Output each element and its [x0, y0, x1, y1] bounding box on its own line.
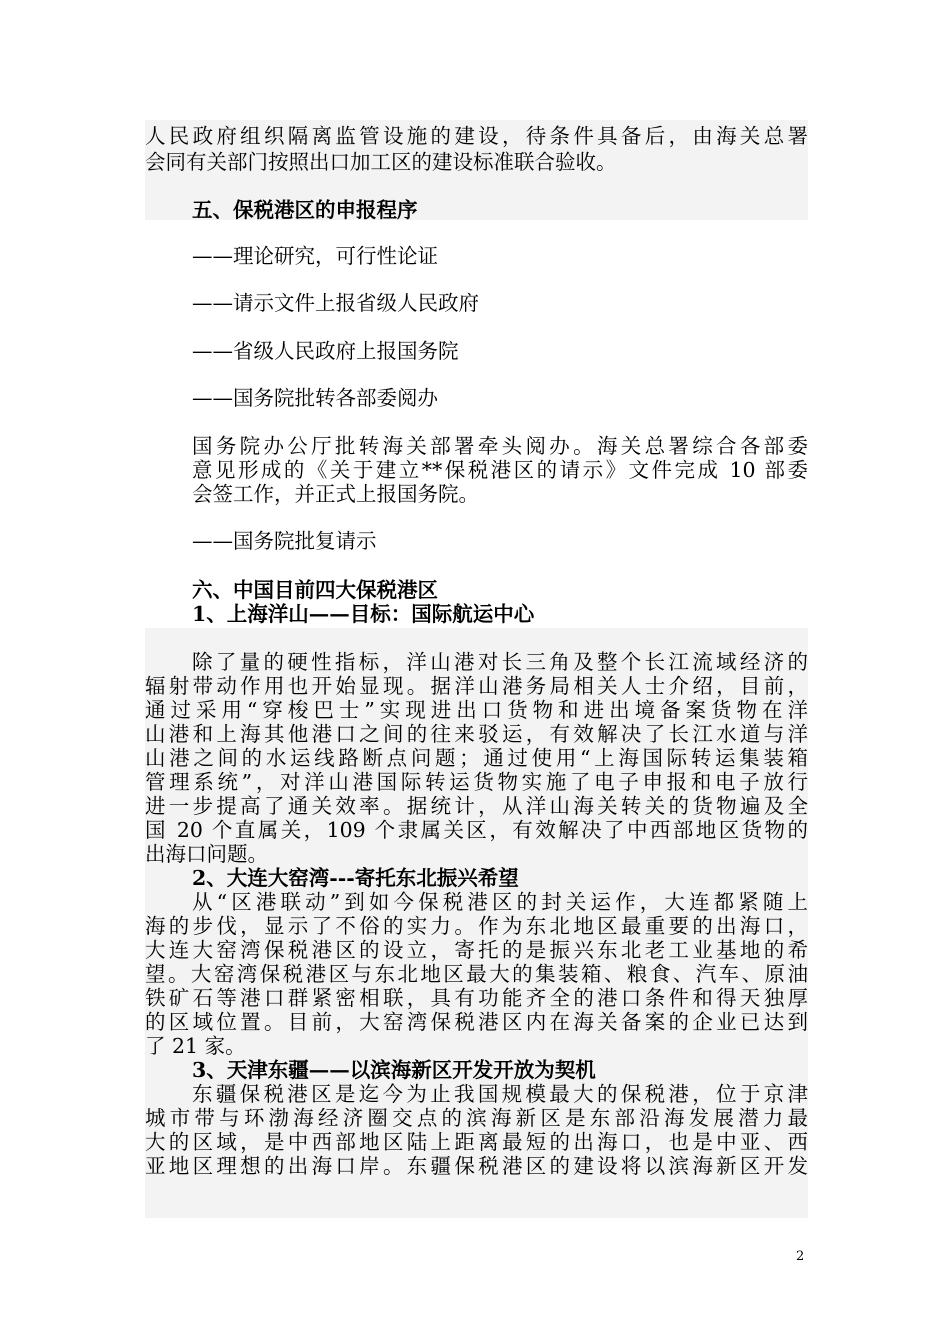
yangshan-line: 通过采用“穿梭巴士”实现进出口货物和进出境备案货物在洋	[145, 698, 808, 722]
yangshan-line: 出海口问题。	[145, 842, 268, 866]
dalian-line: 从“区港联动”到如今保税港区的封关运作，大连都紧随上	[192, 890, 808, 914]
tianjin-line: 城市带与环渤海经济圈交点的滨海新区是东部沿海发展潜力最	[145, 1106, 808, 1130]
section5-final-step: ——国务院批复请示	[192, 529, 377, 553]
section5-step: ——理论研究，可行性论证	[192, 244, 438, 268]
section5-step: ——请示文件上报省级人民政府	[192, 291, 479, 315]
yangshan-line: 辐射带动作用也开始显现。据洋山港务局相关人士介绍，目前，	[145, 674, 808, 698]
dalian-line: 了 21 家。	[145, 1034, 246, 1058]
intro-line: 人民政府组织隔离监管设施的建设，待条件具备后，由海关总署	[145, 124, 808, 148]
yangshan-line: 山港之间的水运线路断点问题；通过使用“上海国际转运集装箱	[145, 746, 808, 770]
dalian-line: 望。大窑湾保税港区与东北地区最大的集装箱、粮食、汽车、原油	[145, 962, 808, 986]
tianjin-line: 东疆保税港区是迄今为止我国规模最大的保税港，位于京津	[192, 1082, 808, 1106]
dalian-line: 的区域位置。目前，大窑湾保税港区内在海关备案的企业已达到	[145, 1010, 808, 1034]
tianjin-line: 大的区域，是中西部地区陆上距离最短的出海口，也是中亚、西	[145, 1130, 808, 1154]
page-number: 2	[796, 1249, 805, 1264]
section5-note-line: 会签工作，并正式上报国务院。	[192, 482, 479, 506]
dalian-title: 2、大连大窑湾---寄托东北振兴希望	[192, 866, 519, 890]
tianjin-title: 3、天津东疆——以滨海新区开发开放为契机	[192, 1058, 596, 1082]
yangshan-line: 管理系统”，对洋山港国际转运货物实施了电子申报和电子放行	[145, 770, 808, 794]
tianjin-line: 亚地区理想的出海口岸。东疆保税港区的建设将以滨海新区开发	[145, 1154, 808, 1178]
yangshan-title: 1、上海洋山——目标：国际航运中心	[192, 602, 535, 626]
dalian-line: 海的步伐，显示了不俗的实力。作为东北地区最重要的出海口，	[145, 914, 808, 938]
dalian-line: 大连大窑湾保税港区的设立，寄托的是振兴东北老工业基地的希	[145, 938, 808, 962]
yangshan-line: 进一步提高了通关效率。据统计，从洋山海关转关的货物遍及全	[145, 794, 808, 818]
dalian-line: 铁矿石等港口群紧密相联，具有功能齐全的港口条件和得天独厚	[145, 986, 808, 1010]
section5-step: ——省级人民政府上报国务院	[192, 339, 459, 363]
yangshan-line: 除了量的硬性指标，洋山港对长三角及整个长江流域经济的	[192, 650, 808, 674]
section6-heading: 六、中国目前四大保税港区	[192, 578, 438, 602]
intro-line: 会同有关部门按照出口加工区的建设标准联合验收。	[145, 150, 617, 174]
yangshan-line: 国 20 个直属关，109 个隶属关区，有效解决了中西部地区货物的	[145, 818, 808, 842]
section5-step: ——国务院批转各部委阅办	[192, 386, 438, 410]
section5-note-line: 意见形成的《关于建立**保税港区的请示》文件完成 10 部委	[192, 458, 808, 482]
yangshan-line: 山港和上海其他港口之间的往来驳运，有效解决了长江水道与洋	[145, 722, 808, 746]
section5-heading: 五、保税港区的申报程序	[192, 198, 418, 222]
section5-note-line: 国务院办公厅批转海关部署牵头阅办。海关总署综合各部委	[192, 434, 808, 458]
